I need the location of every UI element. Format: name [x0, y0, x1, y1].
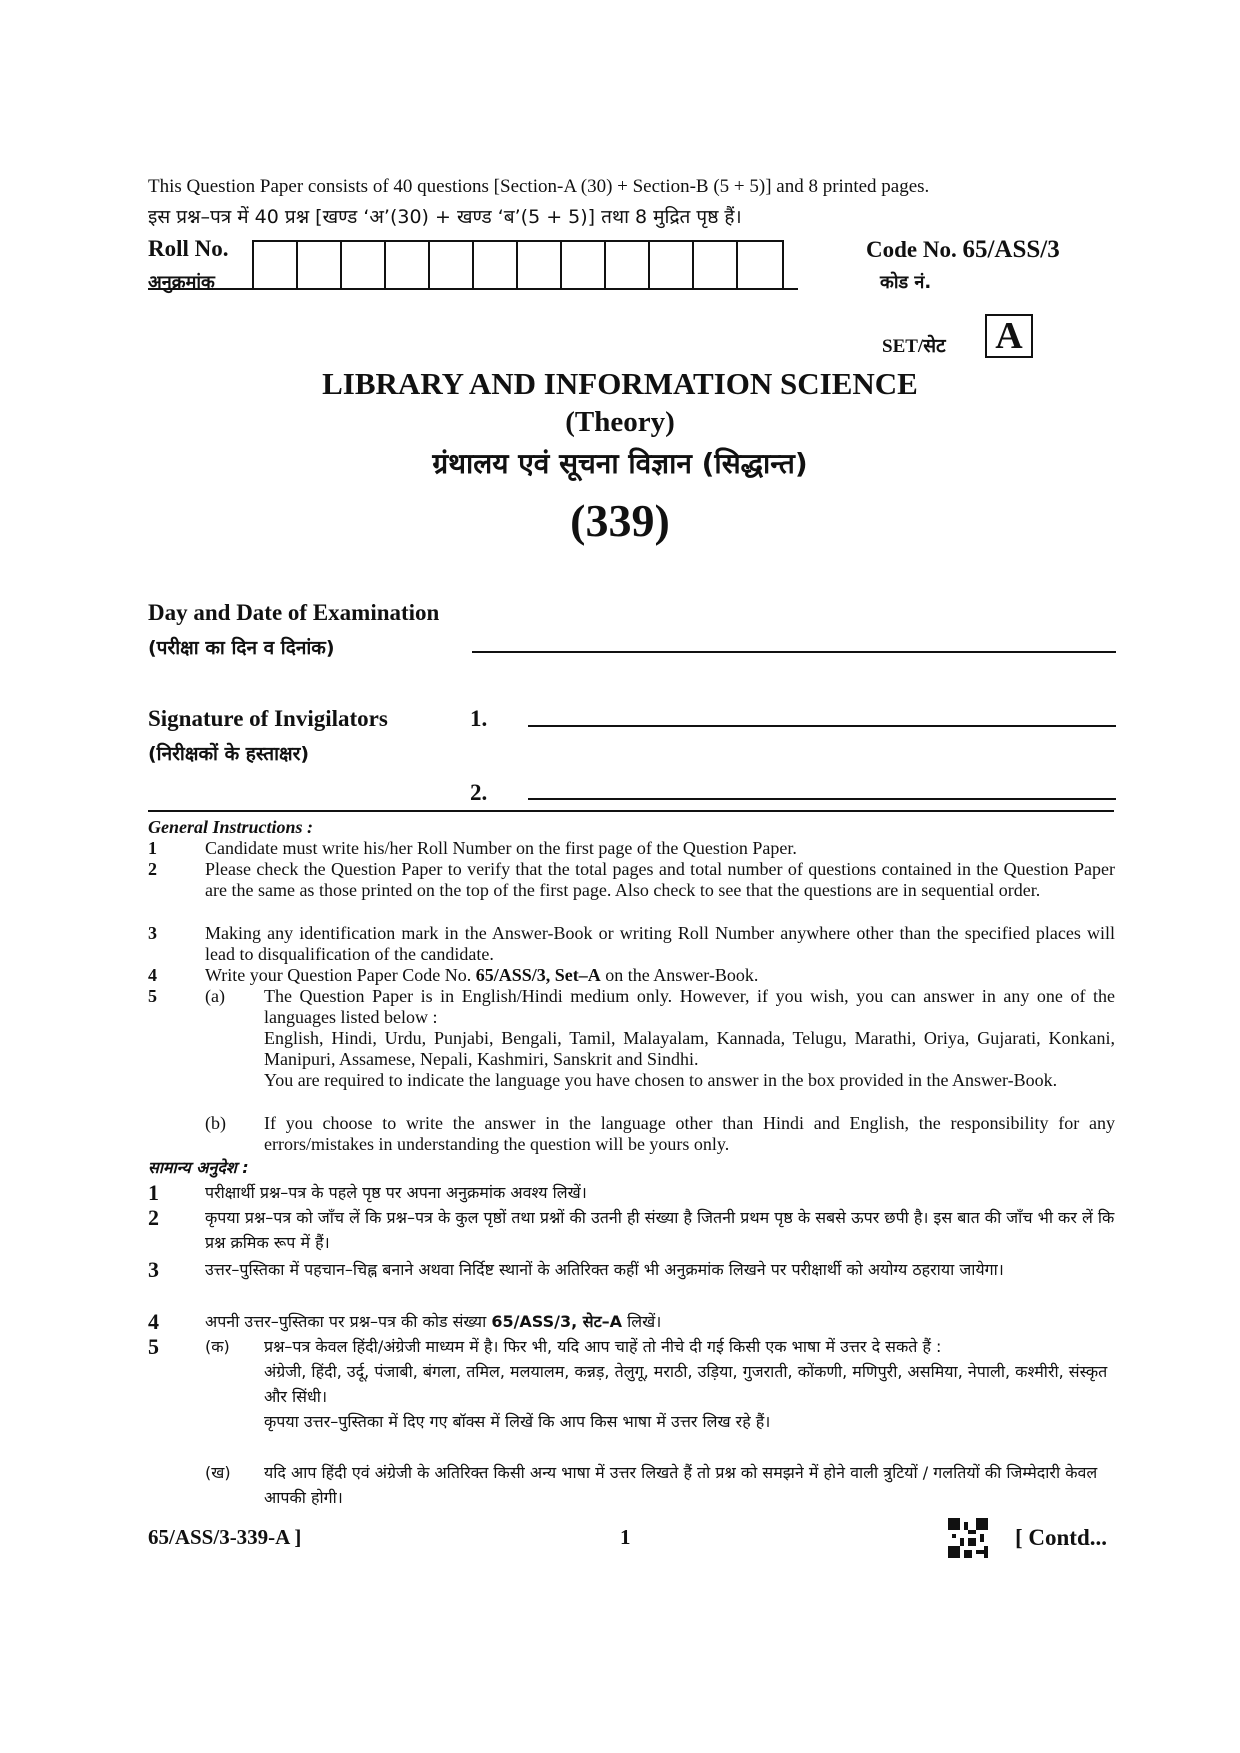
paper-info-en: This Question Paper consists of 40 questions [Section-A (30) + Section-B (5 + 5)] and 8 printed pages.: [148, 176, 930, 197]
invigilator-1-number: 1.: [470, 706, 488, 731]
instruction-text: Making any identification mark in the Answer-Book or writing Roll Number anywhere other than the specified places will lead to disqualification of the candidate.: [205, 923, 1115, 964]
instruction-text: Candidate must write his/her Roll Number on the first page of the Question Paper.: [205, 838, 797, 858]
invigilator-2-number: 2.: [470, 780, 488, 805]
roll-digit-box[interactable]: [650, 242, 694, 288]
instruction-number: 4: [148, 1309, 159, 1334]
instruction-sub-label: (क): [205, 1337, 230, 1356]
code-number-label: Code No.: [866, 237, 957, 262]
instruction-text: Please check the Question Paper to verify that the total pages and total number of questions contained in the Question Paper are the same as those printed on the top of the first page. Also check to see that the questions are in sequential order.: [205, 859, 1115, 900]
instruction-text-hi: [264, 1334, 1115, 1434]
instruction-sub-label: (a): [205, 986, 225, 1006]
instruction-5a-languages: English, Hindi, Urdu, Punjabi, Bengali, Tamil, Malayalam, Kannada, Telugu, Marathi, Oriya, Gujarati, Konkani, Manipuri, Assamese, Nepali, Kashmiri, Sanskrit and Sindhi.: [264, 1028, 1115, 1069]
roll-digit-box[interactable]: [562, 242, 606, 288]
roll-number-boxes[interactable]: [252, 240, 784, 290]
instruction-5a-note: You are required to indicate the language you have chosen to answer in the box provided in the Answer-Book.: [264, 1070, 1058, 1090]
footer-page-number: 1: [620, 1525, 631, 1549]
code-number-label-hi: कोड नं.: [880, 272, 932, 293]
roll-digit-box[interactable]: [386, 242, 430, 288]
paper-info-hi: इस प्रश्न–पत्र में 40 प्रश्न [खण्ड ‘अ’(30) + खण्ड ‘ब’(5 + 5)] तथा 8 मुद्रित पृष्ठ हैं।: [148, 206, 742, 228]
roll-digit-box[interactable]: [738, 242, 782, 288]
instruction-number: 3: [148, 1257, 159, 1282]
instruction-sub-label: (ख): [205, 1463, 231, 1482]
roll-digit-box[interactable]: [430, 242, 474, 288]
instruction-5a-languages-hi: अंग्रेजी, हिंदी, उर्दू, पंजाबी, बंगला, तमिल, मलयालम, कन्नड़, तेलुगू, मराठी, उड़िया, गुजराती, कोंकणी, मणिपुरी, असमिया, नेपाली, कश्मीरी, संस्कृत और सिंधी।: [264, 1362, 1108, 1406]
exam-date-line[interactable]: [472, 651, 1116, 653]
roll-number-label: Roll No.: [148, 236, 229, 261]
instruction-number: 4: [148, 965, 157, 985]
invigilator-2-line[interactable]: [528, 798, 1116, 800]
set-label: SET/सेट: [882, 336, 946, 357]
instruction-number: 1: [148, 838, 157, 858]
qr-code-icon: [948, 1518, 988, 1558]
instruction-text-part: Write your Question Paper Code No.: [205, 965, 476, 985]
roll-digit-box[interactable]: [694, 242, 738, 288]
set-value-box: A: [985, 314, 1033, 358]
instruction-5a-text: The Question Paper is in English/Hindi medium only. However, if you wish, you can answer in any one of the languages listed below :: [264, 986, 1115, 1027]
code-number-value: 65/ASS/3: [962, 236, 1060, 263]
instruction-number: 3: [148, 923, 157, 943]
invigilator-signature-label: Signature of Invigilators: [148, 706, 388, 731]
subject-title: LIBRARY AND INFORMATION SCIENCE: [322, 366, 918, 401]
footer-continued: [ Contd...: [1015, 1525, 1108, 1550]
roll-underline: [148, 288, 798, 290]
instruction-text: [264, 986, 1115, 1091]
instruction-text-hi: उत्तर–पुस्तिका में पहचान–चिह्न बनाने अथवा निर्दिष्ट स्थानों के अतिरिक्त कहीं भी अनुक्रमांक लिखने पर परीक्षार्थी को अयोग्य ठहराया जायेगा।: [205, 1260, 1004, 1279]
subject-code: (339): [570, 495, 670, 546]
instruction-5b-text: If you choose to write the answer in the language other than Hindi and English, the responsibility for any errors/mistakes in understanding the question will be yours only.: [264, 1113, 1115, 1154]
invigilator-signature-label-hi: (निरीक्षकों के हस्ताक्षर): [148, 743, 310, 765]
instruction-text-part: लिखें।: [622, 1312, 662, 1331]
general-instructions-heading: General Instructions :: [148, 817, 314, 837]
roll-number-label-hi: अनुक्रमांक: [148, 272, 215, 293]
instruction-5a-text-hi: प्रश्न–पत्र केवल हिंदी/अंग्रेजी माध्यम में है। फिर भी, यदि आप चाहें तो नीचे दी गई किसी एक भाषा में उत्तर दे सकते हैं :: [264, 1337, 942, 1356]
roll-digit-box[interactable]: [254, 242, 298, 288]
roll-digit-box[interactable]: [298, 242, 342, 288]
roll-digit-box[interactable]: [474, 242, 518, 288]
instruction-number: 1: [148, 1180, 159, 1205]
instruction-text-hi: [205, 1309, 1115, 1334]
exam-date-label-hi: (परीक्षा का दिन व दिनांक): [148, 637, 335, 659]
instruction-sub-label: (b): [205, 1113, 226, 1133]
instruction-code-bold: 65/ASS/3, Set–A: [475, 965, 601, 985]
instruction-text-part: अपनी उत्तर–पुस्तिका पर प्रश्न–पत्र की कोड संख्या: [205, 1312, 492, 1331]
instruction-text-hi: परीक्षार्थी प्रश्न–पत्र के पहले पृष्ठ पर अपना अनुक्रमांक अवश्य लिखें।: [205, 1183, 587, 1202]
instruction-text-part: on the Answer-Book.: [600, 965, 759, 985]
hindi-instructions-heading: सामान्य अनुदेश :: [148, 1158, 249, 1177]
instruction-text-hi: कृपया प्रश्न–पत्र को जाँच लें कि प्रश्न–पत्र के कुल पृष्ठों तथा प्रश्नों की उतनी ही संख्या है जितनी प्रथम पृष्ठ के सबसे ऊपर छपी है। इस बात की जाँच भी कर लें कि प्रश्न क्रमिक रूप में हैं।: [205, 1208, 1115, 1252]
roll-digit-box[interactable]: [606, 242, 650, 288]
invigilator-1-line[interactable]: [528, 725, 1116, 727]
section-divider: [148, 810, 1114, 812]
footer-paper-code: 65/ASS/3-339-A ]: [148, 1525, 302, 1549]
roll-digit-box[interactable]: [518, 242, 562, 288]
instruction-5a-note-hi: कृपया उत्तर–पुस्तिका में दिए गए बॉक्स में लिखें कि आप किस भाषा में उत्तर लिख रहे हैं।: [264, 1412, 771, 1431]
instruction-number: 2: [148, 1205, 159, 1230]
instruction-number: 2: [148, 859, 157, 879]
roll-digit-box[interactable]: [342, 242, 386, 288]
instruction-number: 5: [148, 986, 157, 1006]
instruction-text: [205, 965, 1115, 986]
instruction-code-bold: 65/ASS/3, सेट–A: [491, 1312, 623, 1331]
subject-title-hi: ग्रंथालय एवं सूचना विज्ञान (सिद्धान्त): [432, 447, 808, 480]
code-number: [866, 236, 1060, 264]
instruction-number: 5: [148, 1334, 159, 1359]
subject-subtitle: (Theory): [565, 406, 675, 438]
exam-date-label: Day and Date of Examination: [148, 600, 440, 625]
instruction-5b-text-hi: यदि आप हिंदी एवं अंग्रेजी के अतिरिक्त किसी अन्य भाषा में उत्तर लिखते हैं तो प्रश्न को समझने में होने वाली त्रुटियों / गलतियों की जिम्मेदारी केवल आपकी होगी।: [264, 1463, 1098, 1507]
